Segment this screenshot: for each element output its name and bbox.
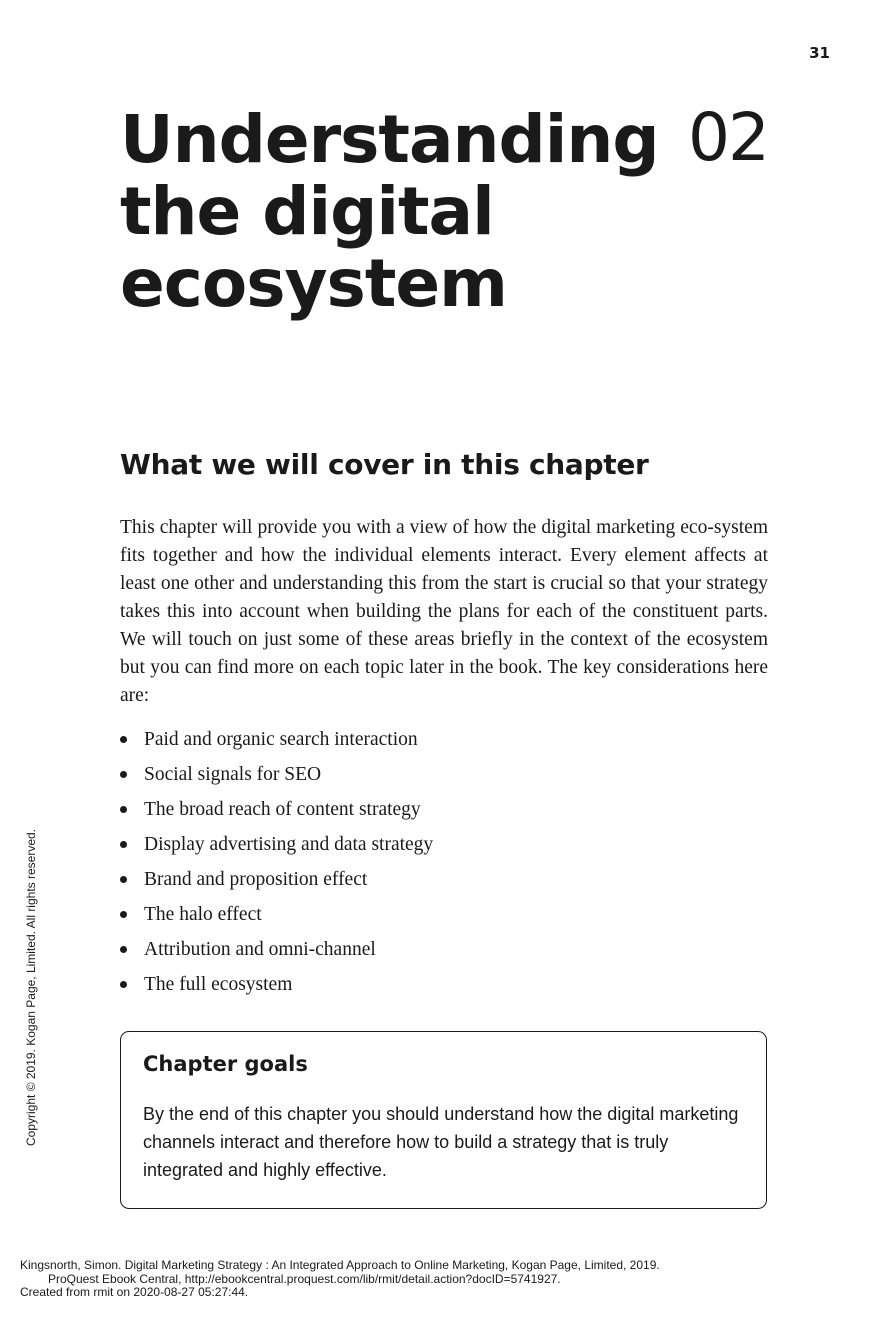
list-item: Attribution and omni-channel	[120, 934, 433, 969]
bullet-icon	[120, 946, 127, 953]
side-copyright-notice: Copyright © 2019. Kogan Page, Limited. All rights reserved.	[24, 828, 38, 1146]
bullet-icon	[120, 981, 127, 988]
footer-citation	[20, 1259, 660, 1300]
chapter-goals-text: By the end of this chapter you should understand how the digital marketing channels interact and therefore how to build a strategy that is truly integrated and highly effective.	[143, 1104, 739, 1180]
list-item: The full ecosystem	[120, 969, 433, 1004]
page-number: 31	[809, 44, 830, 62]
bullet-icon	[120, 771, 127, 778]
chapter-title-line-1: Understanding	[120, 101, 659, 178]
footer-line-1: Kingsnorth, Simon. Digital Marketing Strategy : An Integrated Approach to Online Marketing, Kogan Page, Limited, 2019.	[20, 1258, 660, 1272]
list-item: Brand and proposition effect	[120, 864, 433, 899]
bullet-icon	[120, 736, 127, 743]
footer-line-3: Created from rmit on 2020-08-27 05:27:44.	[20, 1285, 249, 1299]
bullet-icon	[120, 876, 127, 883]
chapter-title-line-3: ecosystem	[120, 245, 507, 322]
footer-line-2: ProQuest Ebook Central, http://ebookcentral.proquest.com/lib/rmit/detail.action?docID=5741927.	[48, 1271, 561, 1286]
list-item: Display advertising and data strategy	[120, 829, 433, 864]
chapter-title-line-2: the digital	[120, 173, 494, 250]
bullet-icon	[120, 806, 127, 813]
intro-paragraph: This chapter will provide you with a view of how the digital marketing eco-system fits together and how the individual elements interact. Every element affects at least one other and understanding this from the start is crucial so that your strategy takes this into account when building the plans for each of the constituent parts. We will touch on just some of these areas briefly in the context of the ecosystem but you can find more on each topic later in the book. The key considerations here are:	[120, 517, 768, 706]
section-heading: What we will cover in this chapter	[120, 448, 649, 481]
chapter-title	[120, 101, 659, 322]
bullet-icon	[120, 841, 127, 848]
chapter-goals-heading: Chapter goals	[143, 1052, 308, 1076]
bullet-icon	[120, 911, 127, 918]
list-item: Paid and organic search interaction	[120, 724, 433, 759]
chapter-number: 02	[688, 99, 768, 176]
list-item: The broad reach of content strategy	[120, 794, 433, 829]
list-item: The halo effect	[120, 899, 433, 934]
key-considerations-list	[120, 724, 433, 1004]
chapter-goals-box	[120, 1031, 767, 1209]
list-item: Social signals for SEO	[120, 759, 433, 794]
